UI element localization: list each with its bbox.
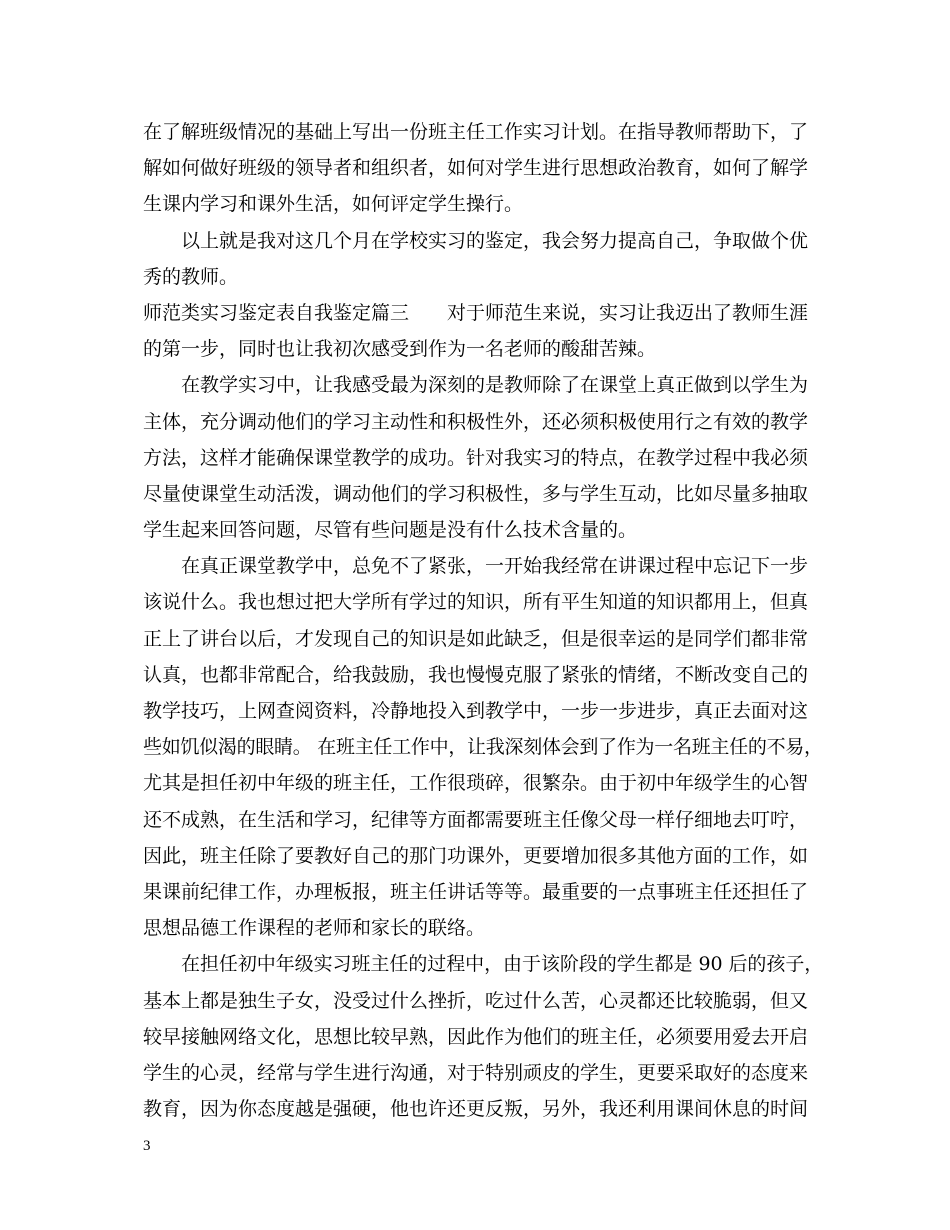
page-number: 3 — [143, 1138, 151, 1154]
text-line: 方法，这样才能确保课堂教学的成功。针对我实习的特点，在教学过程中我必须 — [143, 446, 809, 469]
text-line: 在真正课堂教学中，总免不了紧张，一开始我经常在讲课过程中忘记下一步 — [181, 555, 809, 578]
text-line: 正上了讲台以后，才发现自己的知识是如此缺乏，但是很幸运的是同学们都非常 — [143, 627, 809, 650]
text-line: 还不成熟，在生活和学习，纪律等方面都需要班主任像父母一样仔细地去叮咛， — [143, 808, 809, 831]
text-line: 基本上都是独生子女，没受过什么挫折，吃过什么苦，心灵都还比较脆弱，但又 — [143, 989, 809, 1012]
text-line: 学生起来回答问题，尽管有些问题是没有什么技术含量的。 — [143, 519, 638, 542]
text-line: 因此，班主任除了要教好自己的那门功课外，更要增加很多其他方面的工作，如 — [143, 844, 809, 867]
text-line: 教学技巧，上网查阅资料，冷静地投入到教学中，一步一步进步，真正去面对这 — [143, 700, 809, 722]
document-body — [143, 114, 823, 1127]
text-line: 果课前纪律工作，办理板报，班主任讲话等等。最重要的一点事班主任还担任了 — [143, 880, 809, 903]
text-line: 些如饥似渴的眼睛。 在班主任工作中，让我深刻体会到了作为一名班主任的不易， — [143, 736, 823, 759]
text-line: 在了解班级情况的基础上写出一份班主任工作实习计划。在指导教师帮助下，了 — [143, 121, 809, 143]
text-line: 尤其是担任初中年级的班主任，工作很琐碎，很繁杂。由于初中年级学生的心智 — [143, 772, 809, 795]
text-line: 解如何做好班级的领导者和组织者，如何对学生进行思想政治教育，如何了解学 — [143, 157, 809, 180]
text-line: 教育，因为你态度越是强硬，他也许还更反叛，另外，我还利用课间休息的时间 — [143, 1098, 809, 1121]
text-line: 的第一步，同时也让我初次感受到作为一名老师的酸甜苦辣。 — [143, 338, 657, 361]
text-line: 该说什么。我也想过把大学所有学过的知识，所有平生知道的知识都用上，但真 — [143, 591, 809, 614]
text-line: 尽量使课堂生动活泼，调动他们的学习积极性，多与学生互动，比如尽量多抽取 — [143, 482, 809, 505]
text-line: 秀的教师。 — [143, 265, 239, 288]
text-line: 生课内学习和课外生活，如何评定学生操行。 — [143, 193, 524, 216]
text-line: 主体，充分调动他们的学习主动性和积极性外，还必须积极使用行之有效的教学 — [143, 410, 809, 433]
text-line: 在担任初中年级实习班主任的过程中，由于该阶段的学生都是 90 后的孩子， — [181, 953, 824, 976]
text-line: 以上就是我对这几个月在学校实习的鉴定，我会努力提高自己，争取做个优 — [181, 229, 809, 252]
text-line: 认真，也都非常配合，给我鼓励，我也慢慢克服了紧张的情绪，不断改变自己的 — [143, 663, 809, 686]
text-line: 师范类实习鉴定表自我鉴定篇三 对于师范生来说，实习让我迈出了教师生涯 — [143, 301, 809, 324]
text-line: 较早接触网络文化，思想比较早熟，因此作为他们的班主任，必须要用爱去开启 — [143, 1025, 809, 1048]
text-line: 思想品德工作课程的老师和家长的联络。 — [143, 917, 486, 940]
text-line: 学生的心灵，经常与学生进行沟通，对于特别顽皮的学生，更要采取好的态度来 — [143, 1061, 809, 1084]
text-line: 在教学实习中，让我感受最为深刻的是教师除了在课堂上真正做到以学生为 — [181, 374, 809, 397]
